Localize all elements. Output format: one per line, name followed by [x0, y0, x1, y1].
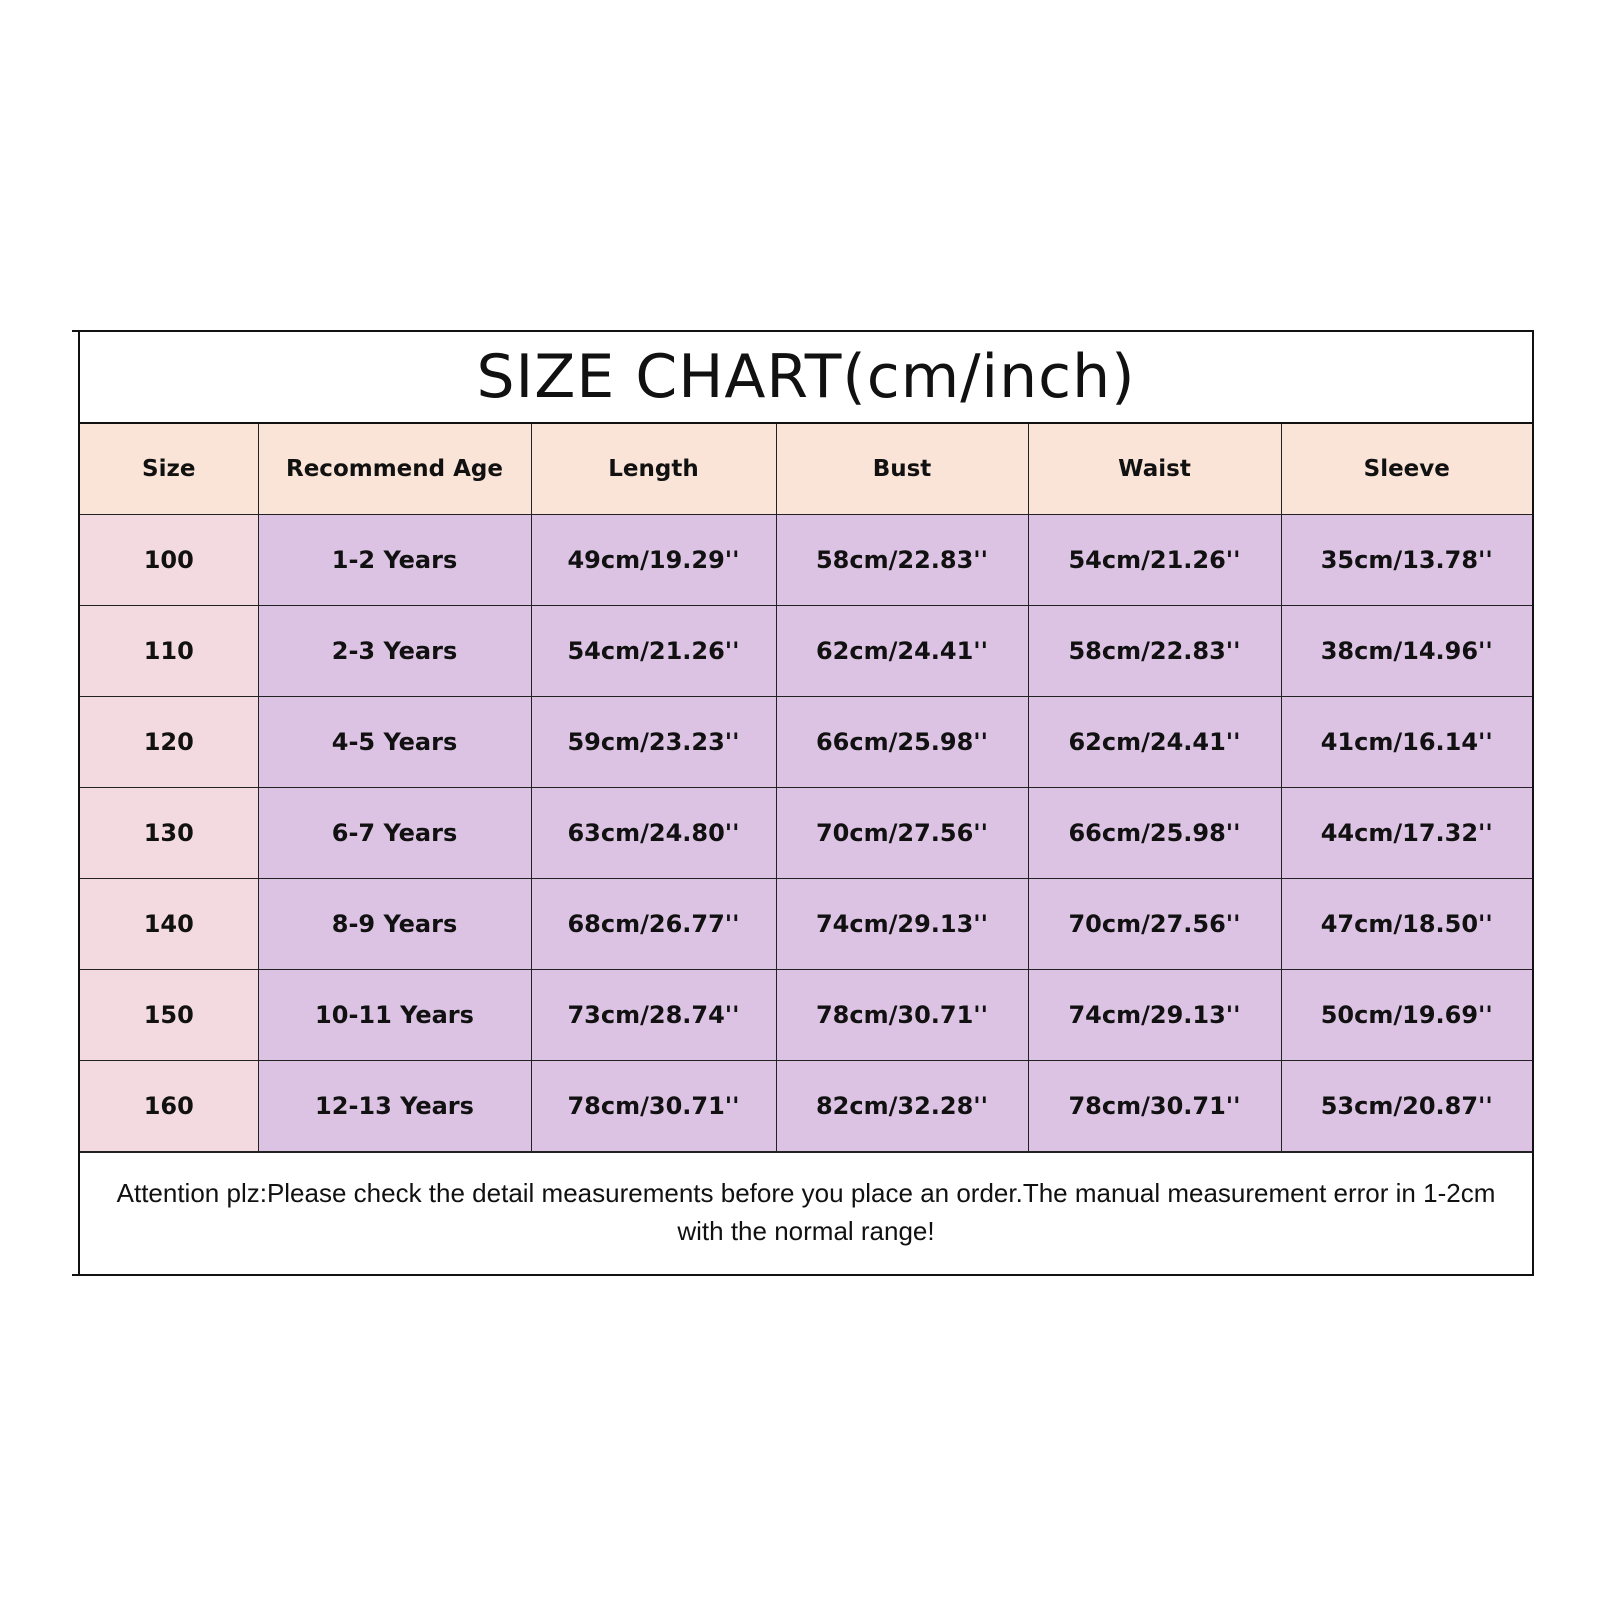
- length-cell: 63cm/24.80'': [531, 788, 776, 879]
- sleeve-cell: 38cm/14.96'': [1281, 606, 1532, 697]
- age-cell: 12-13 Years: [258, 1061, 531, 1152]
- bust-cell: 58cm/22.83'': [776, 515, 1028, 606]
- length-cell: 49cm/19.29'': [531, 515, 776, 606]
- size-cell: 140: [80, 879, 258, 970]
- waist-cell: 70cm/27.56'': [1028, 879, 1281, 970]
- sleeve-cell: 35cm/13.78'': [1281, 515, 1532, 606]
- header-waist: Waist: [1028, 424, 1281, 515]
- waist-cell: 58cm/22.83'': [1028, 606, 1281, 697]
- header-recommend-age: Recommend Age: [258, 424, 531, 515]
- size-cell: 110: [80, 606, 258, 697]
- header-size: Size: [80, 424, 258, 515]
- header-length: Length: [531, 424, 776, 515]
- bust-cell: 74cm/29.13'': [776, 879, 1028, 970]
- table-row: [80, 1061, 1532, 1152]
- bust-cell: 62cm/24.41'': [776, 606, 1028, 697]
- chart-title: SIZE CHART(cm/inch): [80, 332, 1532, 424]
- size-cell: 130: [80, 788, 258, 879]
- length-cell: 59cm/23.23'': [531, 697, 776, 788]
- size-table: [80, 424, 1532, 1152]
- waist-cell: 54cm/21.26'': [1028, 515, 1281, 606]
- sleeve-cell: 53cm/20.87'': [1281, 1061, 1532, 1152]
- age-cell: 2-3 Years: [258, 606, 531, 697]
- waist-cell: 78cm/30.71'': [1028, 1061, 1281, 1152]
- sleeve-cell: 50cm/19.69'': [1281, 970, 1532, 1061]
- table-row: [80, 697, 1532, 788]
- size-cell: 120: [80, 697, 258, 788]
- size-cell: 150: [80, 970, 258, 1061]
- waist-cell: 66cm/25.98'': [1028, 788, 1281, 879]
- table-row: [80, 879, 1532, 970]
- sleeve-cell: 41cm/16.14'': [1281, 697, 1532, 788]
- sleeve-cell: 47cm/18.50'': [1281, 879, 1532, 970]
- age-cell: 10-11 Years: [258, 970, 531, 1061]
- waist-cell: 62cm/24.41'': [1028, 697, 1281, 788]
- table-row: [80, 788, 1532, 879]
- bust-cell: 70cm/27.56'': [776, 788, 1028, 879]
- length-cell: 78cm/30.71'': [531, 1061, 776, 1152]
- table-row: [80, 970, 1532, 1061]
- size-cell: 100: [80, 515, 258, 606]
- bust-cell: 78cm/30.71'': [776, 970, 1028, 1061]
- table-header-row: [80, 424, 1532, 515]
- table-row: [80, 515, 1532, 606]
- size-cell: 160: [80, 1061, 258, 1152]
- waist-cell: 74cm/29.13'': [1028, 970, 1281, 1061]
- length-cell: 68cm/26.77'': [531, 879, 776, 970]
- header-bust: Bust: [776, 424, 1028, 515]
- table-row: [80, 606, 1532, 697]
- size-chart: [78, 330, 1534, 1276]
- header-sleeve: Sleeve: [1281, 424, 1532, 515]
- length-cell: 73cm/28.74'': [531, 970, 776, 1061]
- attention-note: Attention plz:Please check the detail measurements before you place an order.The manual measurement error in 1-2cm with the normal range!: [80, 1152, 1532, 1270]
- length-cell: 54cm/21.26'': [531, 606, 776, 697]
- age-cell: 6-7 Years: [258, 788, 531, 879]
- bust-cell: 66cm/25.98'': [776, 697, 1028, 788]
- age-cell: 8-9 Years: [258, 879, 531, 970]
- age-cell: 4-5 Years: [258, 697, 531, 788]
- bust-cell: 82cm/32.28'': [776, 1061, 1028, 1152]
- sleeve-cell: 44cm/17.32'': [1281, 788, 1532, 879]
- age-cell: 1-2 Years: [258, 515, 531, 606]
